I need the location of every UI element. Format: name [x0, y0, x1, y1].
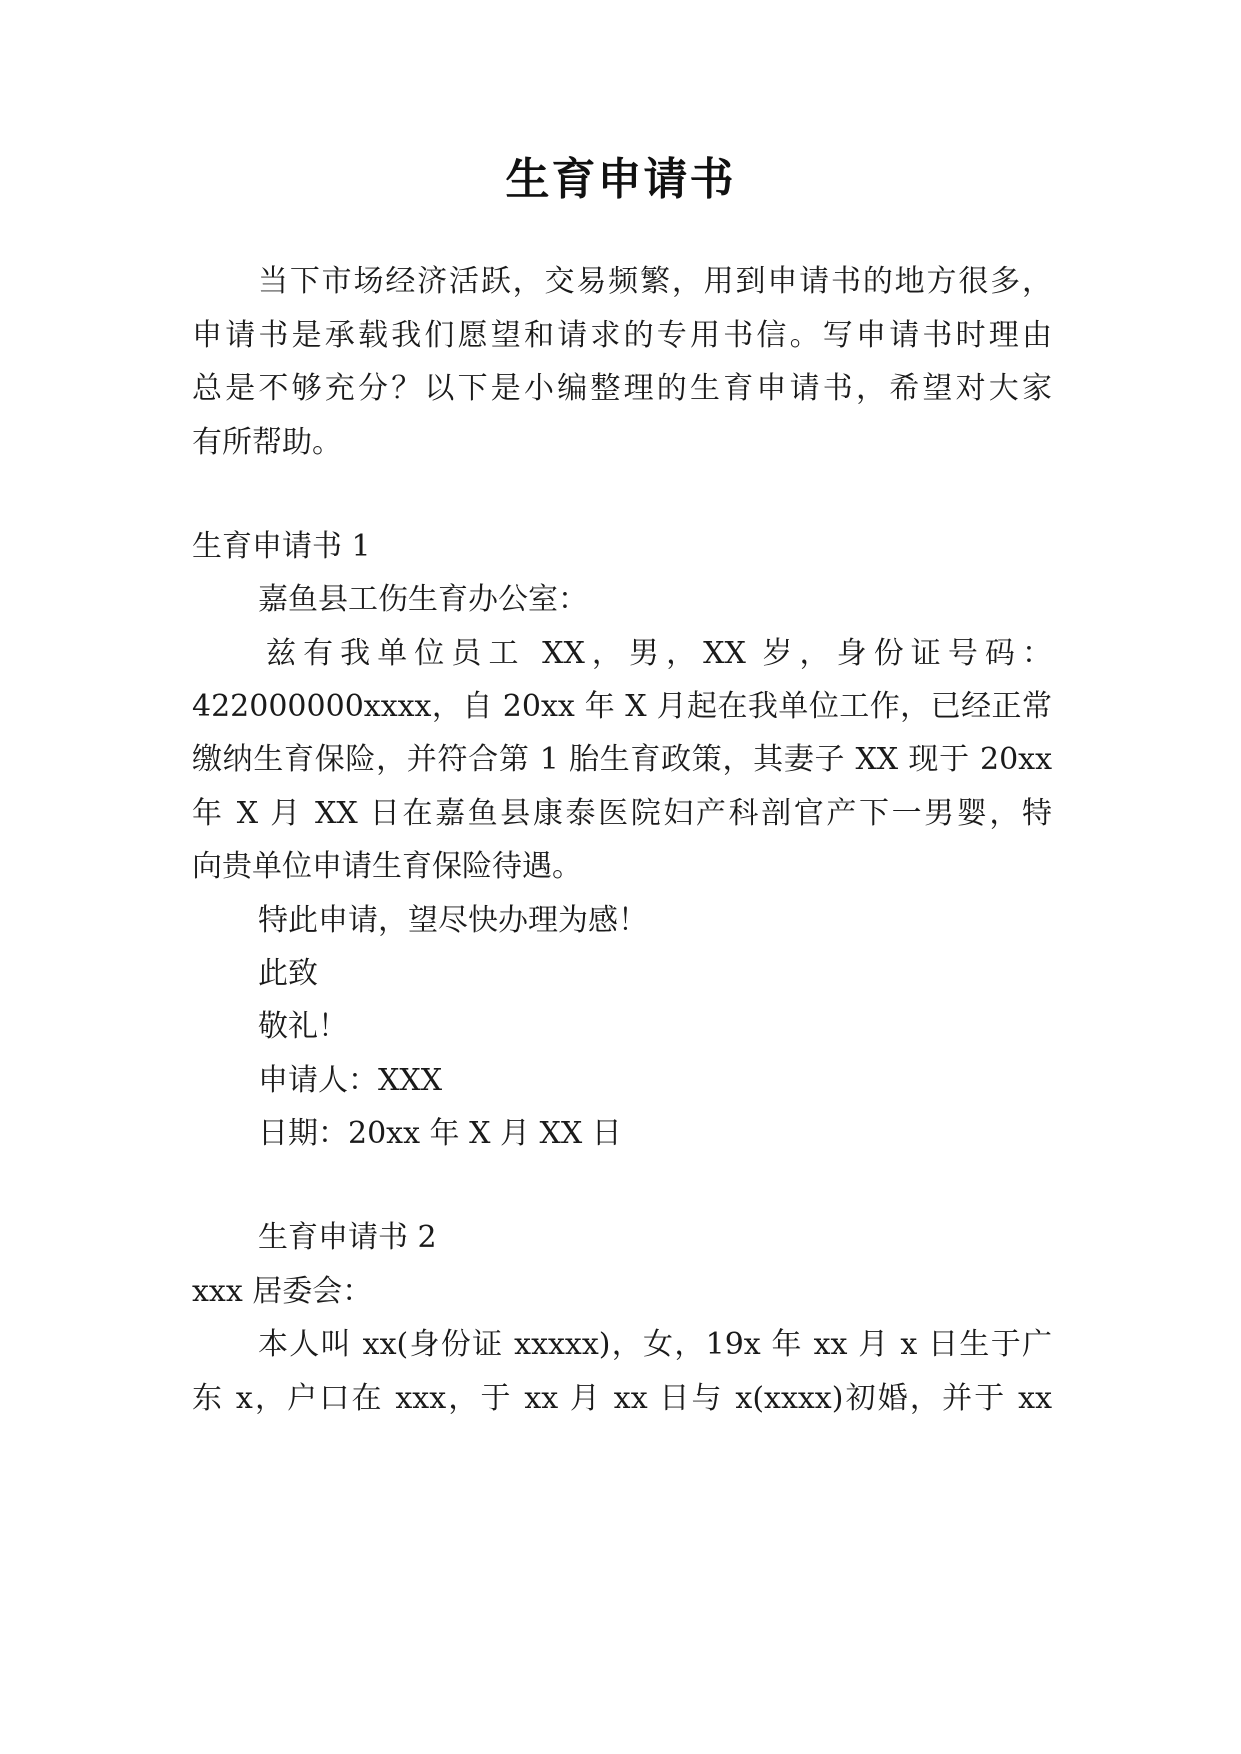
section1-body-line: 兹有我单位员工 XX，男，XX 岁，身份证号码： [266, 636, 1052, 671]
intro-line: 当下市场经济活跃，交易频繁，用到申请书的地方很多， [258, 264, 1052, 299]
section1-body-line: 缴纳生育保险，并符合第 1 胎生育政策，其妻子 XX 现于 20xx [192, 742, 1052, 777]
intro-line: 有所帮助。 [192, 425, 342, 460]
intro-line: 申请书是承载我们愿望和请求的专用书信。写申请书时理由 [192, 318, 1052, 353]
section2-body-line: 本人叫 xx(身份证 xxxxx)，女，19x 年 xx 月 x 日生于广 [258, 1327, 1052, 1362]
section2-body-line: 东 x，户口在 xxx，于 xx 月 xx 日与 x(xxxx)初婚，并于 xx [192, 1381, 1052, 1416]
intro-line: 总是不够充分？以下是小编整理的生育申请书，希望对大家 [192, 371, 1052, 406]
section1-date: 日期：20xx 年 X 月 XX 日 [258, 1116, 622, 1151]
section1-body-line: 年 X 月 XX 日在嘉鱼县康泰医院妇产科剖官产下一男婴，特 [192, 796, 1052, 831]
section1-heading: 生育申请书 1 [192, 529, 371, 564]
section2-heading: 生育申请书 2 [258, 1220, 437, 1255]
section1-body-line: 向贵单位申请生育保险待遇。 [192, 849, 582, 884]
section1-salutation: 嘉鱼县工伤生育办公室： [258, 582, 588, 617]
section1-regards: 此致 [258, 956, 318, 991]
section1-applicant: 申请人：XXX [258, 1063, 443, 1098]
section1-body-line: 422000000xxxx，自 20xx 年 X 月起在我单位工作，已经正常 [192, 689, 1052, 724]
document-title: 生育申请书 [505, 154, 736, 205]
section1-regards: 敬礼！ [258, 1009, 348, 1044]
section1-closing: 特此申请，望尽快办理为感！ [258, 903, 648, 938]
section2-salutation: xxx 居委会： [192, 1274, 373, 1309]
